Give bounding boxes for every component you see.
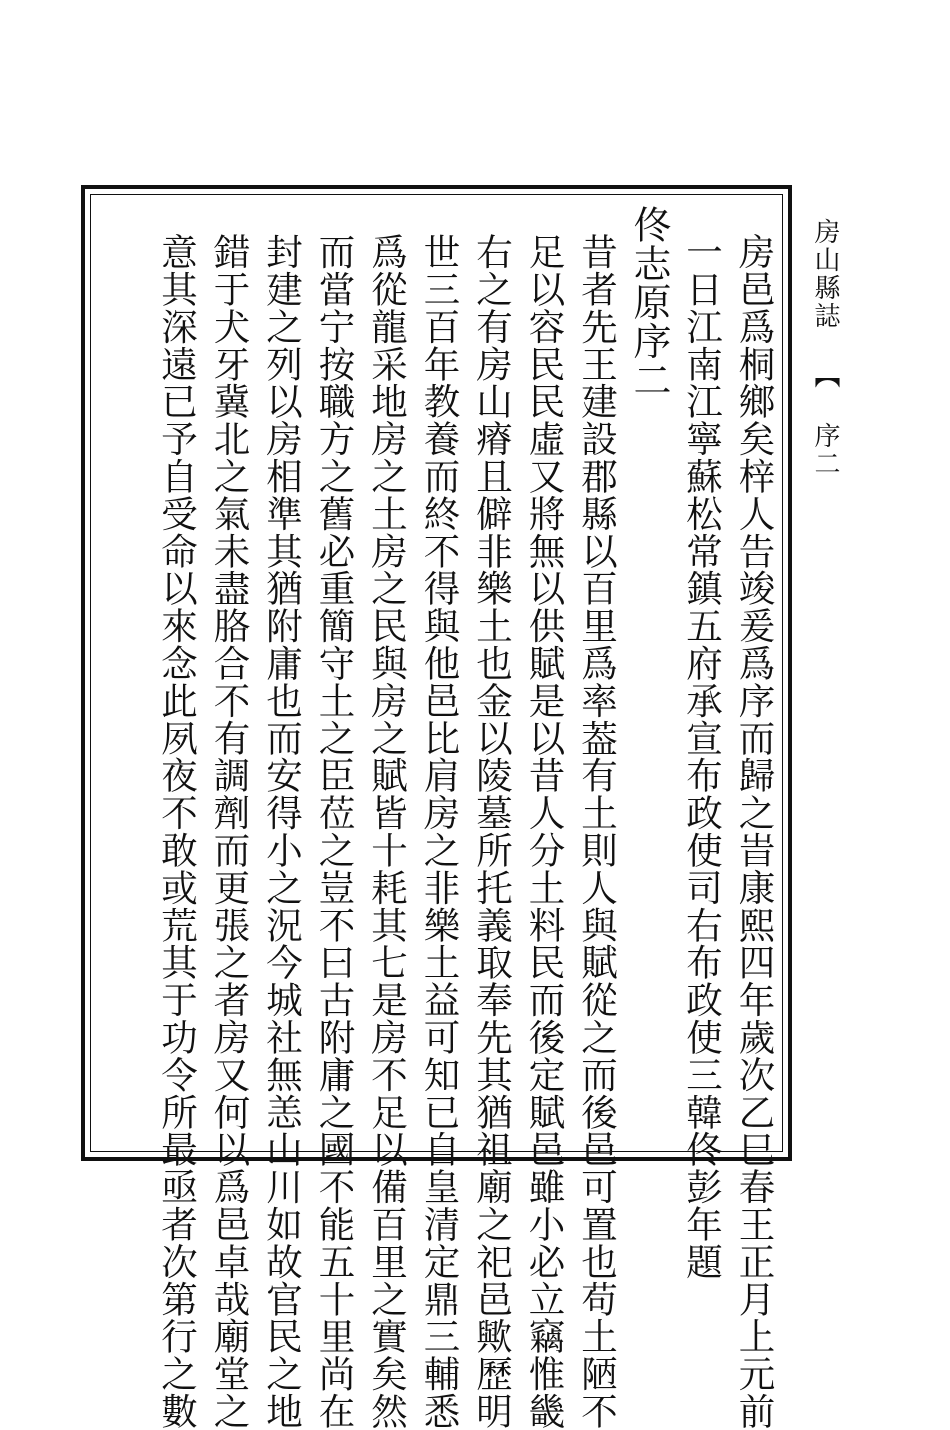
running-head-section: 序二 — [810, 422, 840, 478]
text-column: 一日江南江寧蘇松常鎮五府承宣布政使司右布政使三韓佟彭年題 — [680, 233, 724, 1281]
section-heading: 佟志原序二 — [627, 205, 671, 400]
text-column: 足以容民民虛又將無以供賦是以昔人分土料民而後定賦邑雖小必立竊惟畿 — [523, 233, 566, 1430]
running-head — [805, 218, 845, 478]
text-column: 世三百年教養而終不得與他邑比肩房之非樂土益可知已自皇清定鼎三輔悉 — [418, 233, 461, 1430]
text-column: 右之有房山瘠且僻非樂土也金以陵墓所托義取奉先其猶祖廟之祀邑歟歷明 — [470, 233, 514, 1430]
text-column: 爲從龍采地房之土房之民與房之賦皆十耗其七是房不足以備百里之實矣然 — [365, 233, 409, 1430]
running-head-title: 房山縣誌 — [810, 218, 840, 330]
text-column: 意其深遠已予自受命以來念此夙夜不敢或荒其于功令所最亟者次第行之數 — [155, 233, 199, 1430]
text-column: 而當宁按職方之舊必重簡守土之臣莅之豈不曰古附庸之國不能五十里尚在 — [313, 233, 356, 1430]
text-column: 昔者先王建設郡縣以百里爲率葢有土則人與賦從之而後邑可置也苟土陋不 — [575, 233, 619, 1430]
text-block — [100, 205, 780, 1430]
text-column: 錯于犬牙冀北之氣未盡胳合不有調劑而更張之者房又何以爲邑卓哉廟堂之 — [208, 233, 251, 1430]
running-head-bracket: 【 — [810, 362, 840, 390]
text-column: 房邑爲桐鄉矣梓人告竣爰爲序而歸之旹康熙四年歲次乙巳春王正月上元前 — [733, 233, 776, 1430]
text-column: 封建之列以房相準其猶附庸也而安得小之況今城社無恙山川如故官民之地 — [260, 233, 304, 1430]
